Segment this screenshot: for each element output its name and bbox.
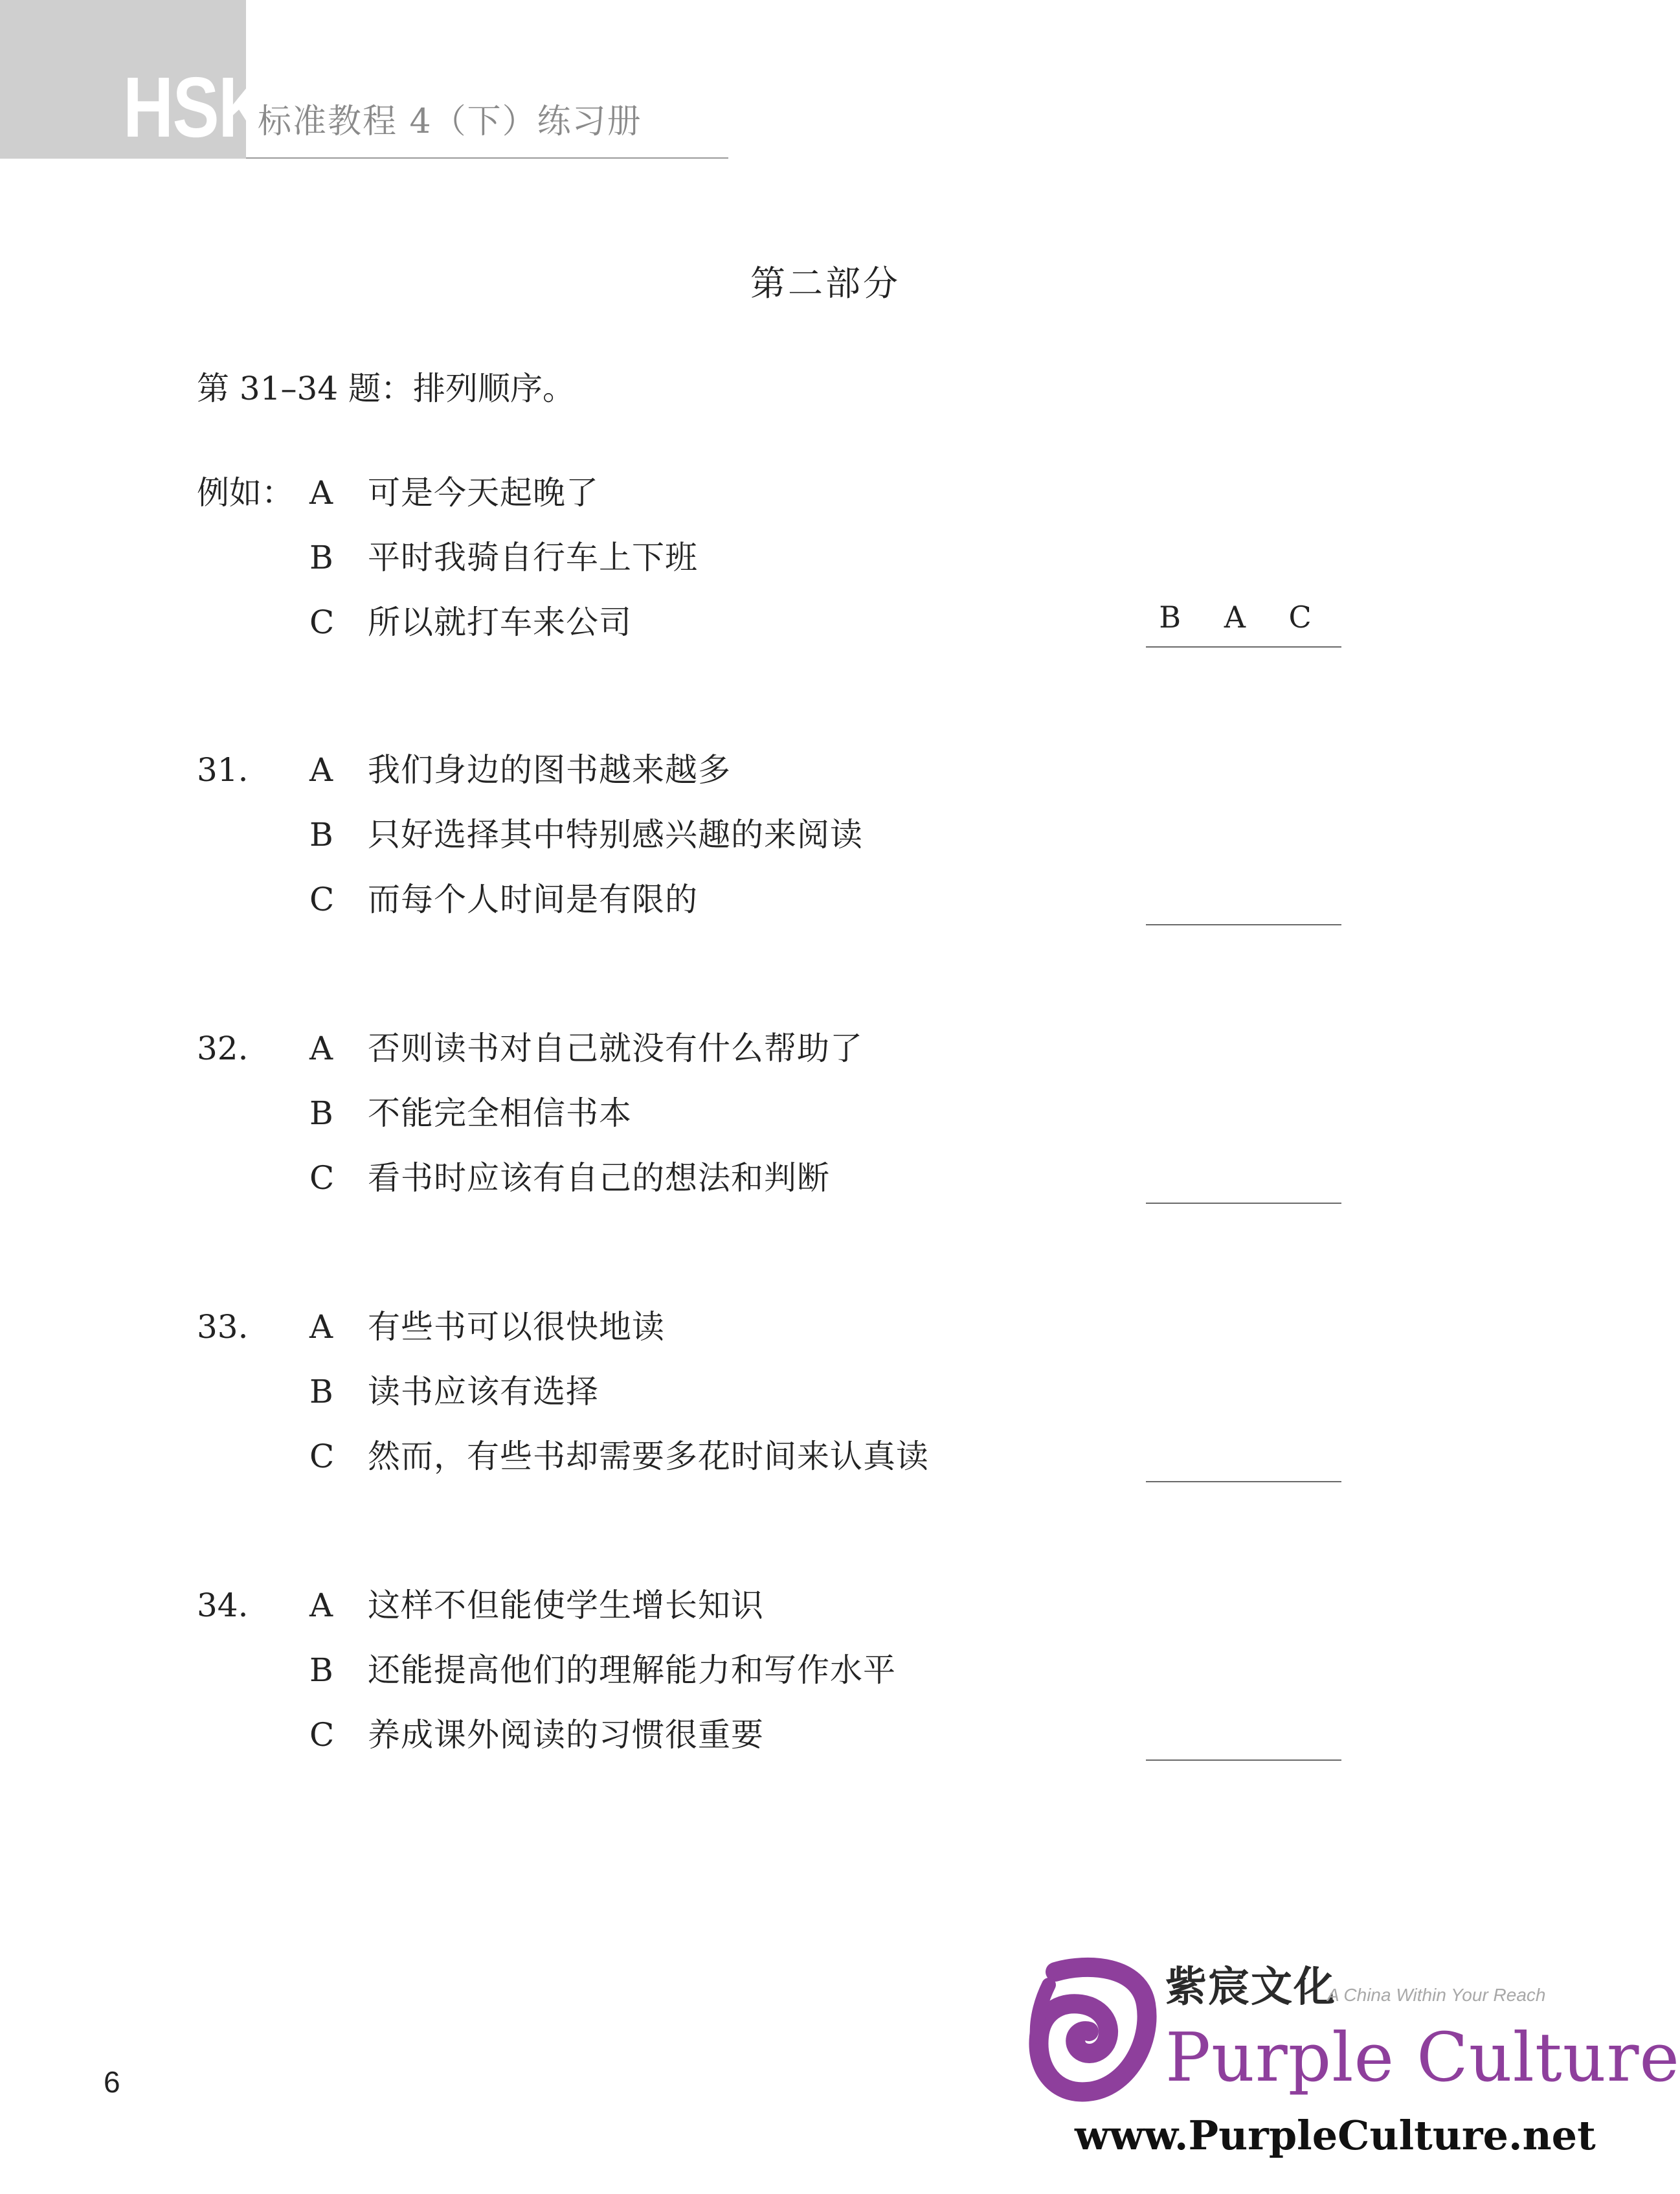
question-34-sentence-b: 还能提高他们的理解能力和写作水平 [368, 1651, 896, 1689]
header-hsk-logo: HSK [123, 60, 268, 155]
question-33-letter-c: C [309, 1438, 335, 1475]
instruction: 第 31–34 题：排列顺序。 [197, 370, 576, 407]
question-34-sentence-a: 这样不但能使学生增长知识 [368, 1587, 764, 1624]
question-34-answer-blank[interactable] [1146, 1759, 1341, 1761]
question-34-letter-b: B [309, 1651, 333, 1689]
question-32-letter-a: A [309, 1030, 333, 1067]
question-31-sentence-c: 而每个人时间是有限的 [368, 881, 698, 918]
example-sentence-b: 平时我骑自行车上下班 [368, 539, 698, 576]
purple-culture-watermark [1029, 1959, 1680, 2173]
question-33-letter-a: A [309, 1308, 333, 1346]
question-33-sentence-a: 有些书可以很快地读 [368, 1308, 665, 1346]
example-letter-c: C [309, 604, 335, 641]
question-31-sentence-b: 只好选择其中特别感兴趣的来阅读 [368, 816, 863, 854]
watermark-brand: Purple Culture [1165, 2018, 1680, 2097]
question-32-sentence-a: 否则读书对自己就没有什么帮助了 [368, 1030, 863, 1067]
question-31-letter-b: B [309, 816, 333, 854]
watermark-chinese-name: 紫宸文化 [1165, 1963, 1336, 2011]
example-letter-b: B [309, 539, 333, 576]
question-33-answer-blank[interactable] [1146, 1481, 1341, 1482]
question-32-sentence-b: 不能完全相信书本 [368, 1094, 632, 1132]
example-letter-a: A [309, 474, 333, 512]
header-book-title: 标准教程 4（下）练习册 [258, 102, 642, 141]
question-31-letter-c: C [309, 881, 335, 918]
example-sentence-c: 所以就打车来公司 [368, 604, 632, 641]
watermark-url: www.PurpleCulture.net [1075, 2112, 1596, 2159]
header-rule [246, 157, 728, 159]
question-32-answer-blank[interactable] [1146, 1203, 1341, 1204]
example-label: 例如： [197, 474, 294, 512]
question-34-number: 34. [197, 1587, 249, 1624]
question-34-sentence-c: 养成课外阅读的习惯很重要 [368, 1716, 764, 1754]
swirl-logo-icon [1029, 1959, 1159, 2108]
question-34-letter-a: A [309, 1587, 333, 1624]
question-31-number: 31. [197, 751, 249, 789]
question-33-letter-b: B [309, 1373, 333, 1410]
example-sentence-a: 可是今天起晚了 [368, 474, 599, 512]
example-answer: B A C [1159, 600, 1328, 635]
question-32-letter-c: C [309, 1159, 335, 1197]
question-31-sentence-a: 我们身边的图书越来越多 [368, 751, 731, 789]
question-33-sentence-b: 读书应该有选择 [368, 1373, 599, 1410]
question-32-number: 32. [197, 1030, 249, 1067]
page-number: 6 [104, 2065, 120, 2099]
watermark-tagline: A China Within Your Reach [1327, 1985, 1546, 2005]
question-31-letter-a: A [309, 751, 333, 789]
question-32-letter-b: B [309, 1094, 333, 1132]
question-31-answer-blank[interactable] [1146, 924, 1341, 925]
question-32-sentence-c: 看书时应该有自己的想法和判断 [368, 1159, 830, 1197]
example-answer-line [1146, 646, 1341, 648]
question-33-sentence-c: 然而，有些书却需要多花时间来认真读 [368, 1438, 929, 1475]
question-33-number: 33. [197, 1308, 249, 1346]
section-title: 第二部分 [750, 263, 901, 304]
question-34-letter-c: C [309, 1716, 335, 1754]
